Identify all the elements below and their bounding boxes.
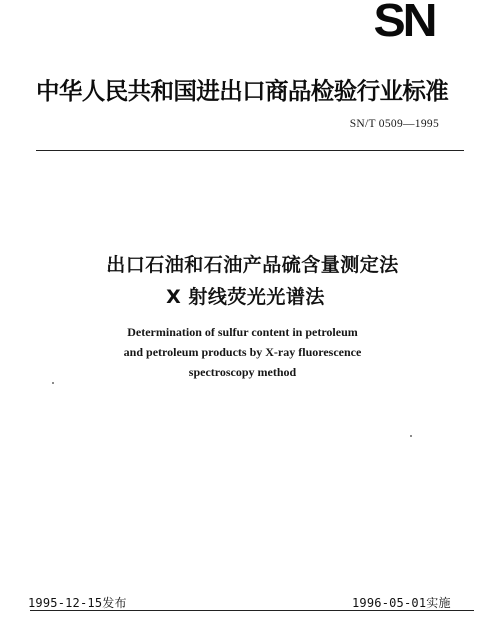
- standard-number: SN/T 0509—1995: [349, 118, 439, 130]
- chinese-title-line-1: 出口石油和石油产品硫含量测定法: [106, 254, 399, 276]
- organization-title: 中华人民共和国进出口商品检验行业标准: [36, 77, 449, 105]
- issue-date: 1995-12-15发布: [28, 596, 127, 610]
- scan-speck: [410, 435, 412, 437]
- english-title: [0, 322, 485, 382]
- chinese-title-line-2: X 射线荧光光谱法: [166, 286, 325, 308]
- header-divider: [36, 150, 464, 151]
- sn-logo: SN: [373, 0, 435, 46]
- english-title-line-2: and petroleum products by X-ray fluorescence: [123, 345, 362, 359]
- english-title-line-3: spectroscopy method: [188, 365, 297, 379]
- scan-speck: [52, 382, 54, 384]
- implementation-date: 1996-05-01实施: [352, 596, 451, 610]
- english-title-line-1: Determination of sulfur content in petroleum: [127, 325, 358, 339]
- footer-divider: [30, 610, 474, 611]
- chinese-title: [0, 250, 485, 312]
